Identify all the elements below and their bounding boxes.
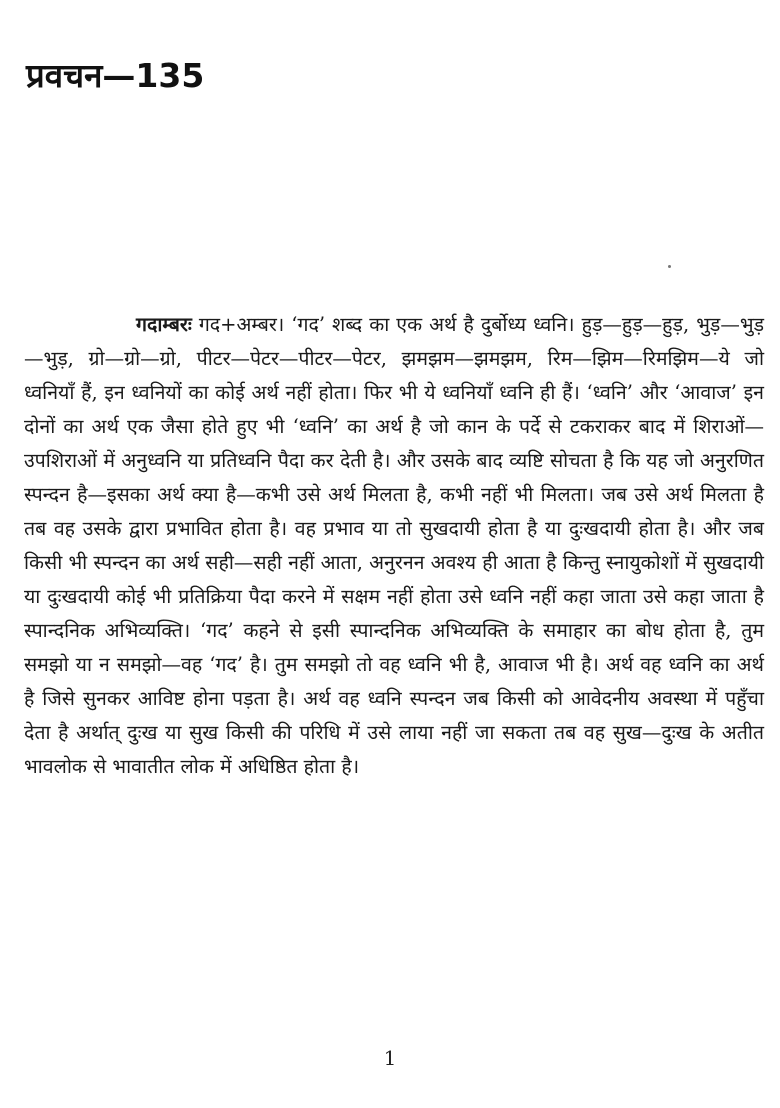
defined-term: गदाम्बरः	[136, 313, 192, 336]
chapter-title: प्रवचन—135	[26, 56, 205, 95]
paragraph-text: गद+अम्बर। ‘गद’ शब्द का एक अर्थ है दुर्बोध्य ध्वनि। हुड़—हुड़—हुड़, भुड़—भुड़—भुड़, ग्रो—ग्रो—ग्रो, पीटर—पेटर—पीटर—पेटर, झमझम—झमझम, रिम—झिम—रिमझिम—ये जो ध्वनियाँ हैं, इन ध्वनियों का कोई अर्थ नहीं होता। फिर भी ये ध्वनियाँ ध्वनि ही हैं। ‘ध्वनि’ और ‘आवाज’ इन दोनों का अर्थ एक जैसा होते हुए भी ‘ध्वनि’ का अर्थ है जो कान के पर्दे से टकराकर बाद में शिराओं—उपशिराओं में अनुध्वनि या प्रतिध्वनि पैदा कर देती है। और उसके बाद व्यष्टि सोचता है कि यह जो अनुरणित स्पन्दन है—इसका अर्थ क्या है—कभी उसे अर्थ मिलता है, कभी नहीं भी मिलता। जब उसे अर्थ मिलता है तब वह उसके द्वारा प्रभावित होता है। वह प्रभाव या तो सुखदायी होता है या दुःखदायी होता है। और जब किसी भी स्पन्दन का अर्थ सही—सही नहीं आता, अनुरनन अवश्य ही आता है किन्तु स्नायुकोशों में सुखदायी या दुःखदायी कोई भी प्रतिक्रिया पैदा करने में सक्षम नहीं होता उसे ध्वनि नहीं कहा जाता उसे कहा जाता है स्पान्दनिक अभिव्यक्ति। ‘गद’ कहने से इसी स्पान्दनिक अभिव्यक्ति के समाहार का बोध होता है, तुम समझो या न समझो—वह ‘गद’ है। तुम समझो तो वह ध्वनि भी है, आवाज भी है। अर्थ वह ध्वनि का अर्थ है जिसे सुनकर आविष्ट होना पड़ता है। अर्थ वह ध्वनि स्पन्दन जब किसी को आवेदनीय अवस्था में पहुँचा देता है अर्थात् दुःख या सुख किसी की परिधि में उसे लाया नहीं जा सकता तब वह सुख—दुःख के अतीत भावलोक से भावातीत लोक में अधिष्ठित होता है।	[24, 313, 764, 778]
page-number: 1	[383, 1046, 397, 1070]
stray-dot-mark	[668, 265, 671, 268]
body-paragraph	[24, 308, 764, 784]
